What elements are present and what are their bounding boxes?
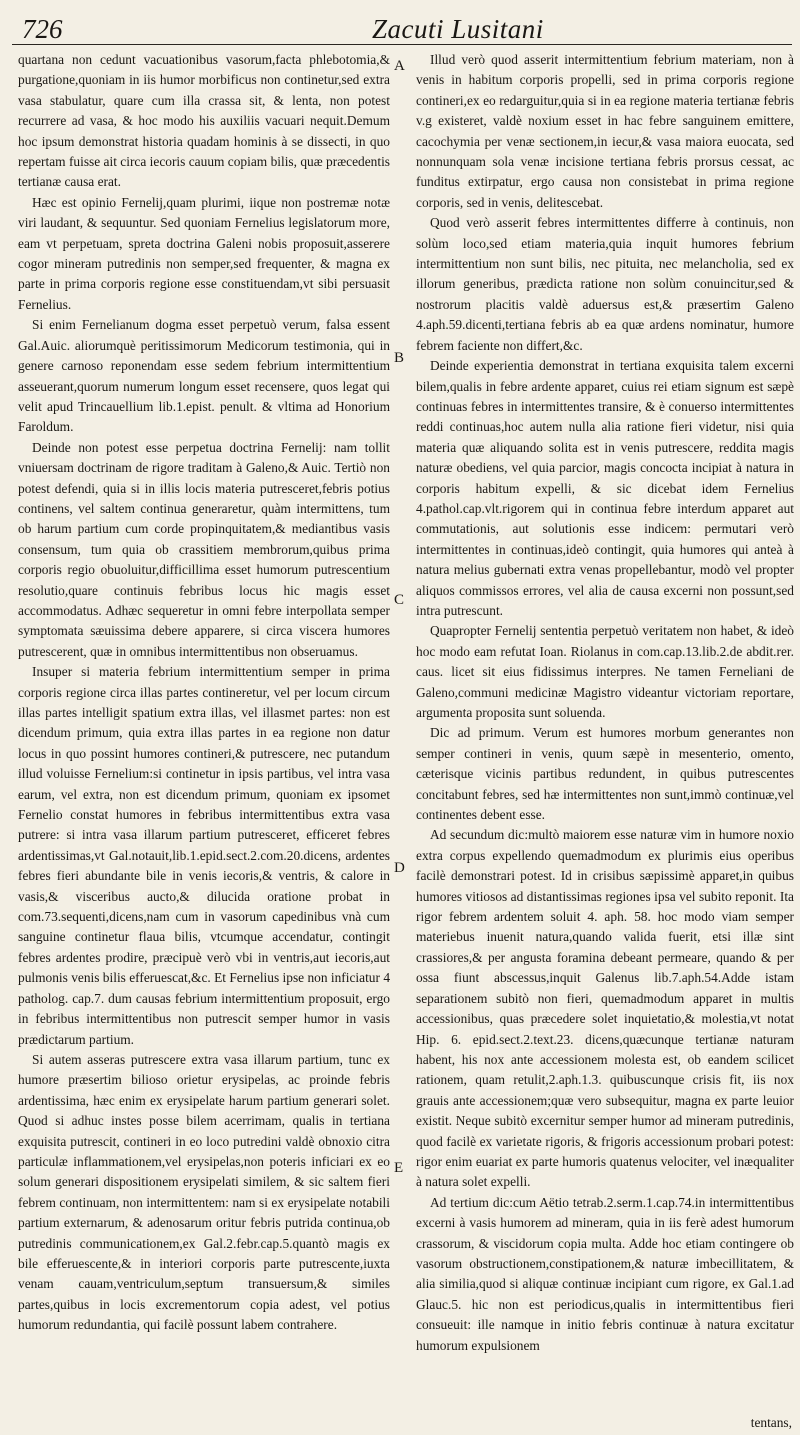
paragraph: Insuper si materia febrium intermittentium semper in prima corporis regione circa illas partes contineretur, vel per locum circum illas partes intelligit spatium extra illas, vel illasmet partes: non est dicendum primum, quia extra illas partes in ea regione non datur locus in quo possint humores contineri,& putrescere, nec putandum illud voluisse Fernelium:si continetur in ipsis partibus, vel intra vasa earum, vel extra, non est dicendum primum, quoniam ex ipsomet Fernelio constat humores in febribus intermittentibus extra vasa putrere: si intra vasa illarum partium putresceret, efficeret febres ardentissimas,vt Gal.notauit,lib.1.epid.sect.2.com.20.dicens, ardentes febres fieri abundante bile in venis iecoris,& ventris, & calore in vasis,& visceribus aucto,& dilucida oratione probat in com.73.sequenti,dicens,nam cum in vasorum capedinibus vnà cum sanguine continetur flaua bilis, vtcumque accendatur, contingit febres ardentes prodire, præcipuè verò vbi in ventris,aut iecoris,aut pulmonis venis bilis efferuescat,&c. Et Fernelius ipse non inficiatur 4 patholog. cap.7. dum causas febrium intermittentium proposuit, ergo in febribus intermittentibus non putrescit semper humor in vasis prædictarum partium. [18,664,390,1047]
paragraph: Ad tertium dic:cum Aëtio tetrab.2.serm.1.cap.74.in intermittentibus excerni à vasis humorem ad mineram, quia in iis ferè adest humorum crassorum, & viscidorum copia multa. Adde hoc etiam contingere ob vasorum obstructionem,constipationem,& naturæ imbecillitatem, & alia similia,quod si aliquæ continuæ incipiant cum rigore, ex Gal.1.ad Glauc.5. hic non est periodicus,qualis in intermittentibus fieri consueuit: ille namque in initio febris continuæ à natura excitatur humorum expulsionem [416,1194,794,1353]
section-marker: D [394,860,405,876]
running-title: Zacuti Lusitani [372,14,544,44]
catchword: tentans, [750,1415,792,1430]
section-marker: C [394,592,405,608]
section-marker: A [394,58,405,74]
header-rule [12,44,792,45]
paragraph: Quapropter Fernelij sententia perpetuò veritatem non habet, & ideò hoc modo eam refutat Ioan. Riolanus in com.cap.13.lib.2.de abdit.rer. caus. licet sit eius fidissimus interpres. Ne tamen Ferneliani de Galeno,communi medicinæ Magistro videantur victoriam reportare, argumenta proposita sunt soluenda. [416,623,794,720]
paragraph: Deinde experientia demonstrat in tertiana exquisita talem excerni bilem,qualis in febre ardente apparet, cuius rei etiam signum est sæpè continuas febres in intermittentes transire, & è conuerso intermittentes reddi continuas,hoc autem nulla alia ratione fieri videtur, nisi quia materia quæ aliquando solita est in venis putrescere, reddita magis naturæ obediens, vel quia parcior, magis concocta incipiat à natura in corporis habitum expelli, & sic dicebat idem Fernelius 4.pathol.cap.vlt.rigorem qui in continua febre interdum apparet aut commutationis, aut solutionis esse indicem: permutari verò intermittentes in continuas,ideò contingit, quia humores qui anteà à natura melius gubernati extra venas propellebantur, modò vel propter aliquos commissos errores, vel alia de causa excerni non possunt,sed intra putrescunt. [416,358,794,618]
paragraph: Quod verò asserit febres intermittentes differre à continuis, non solùm loco,sed etiam materia,quia inquit humores febrium intermittentium non sunt bilis, nec pituita, nec melancholia, sed ex illorum generibus, prædicta ratione non solùm conuincitur,sed & nostrorum placitis valdè aduersus est,& præsertim Galeno 4.aph.59.dicenti,tertiana febris ab ea quæ ardens nominatur, humore febrem faciente non differt,&c. [416,215,794,353]
section-marker: E [394,1160,404,1176]
page-header [12,6,792,46]
paragraph: Deinde non potest esse perpetua doctrina Fernelij: nam tollit vniuersam doctrinam de rigore traditam à Galeno,& Auic. Tertiò non potest defendi, quia si in illis locis materia putresceret,febris potius continens, vel saltem continua generaretur, quàm intermittens, tum ob harum partium cum corde propinquitatem,& mediantibus vasis consensum, tum quia ob crassitiem membrorum,quibus prima corporis regio obuoluitur,difficillima esset humorum putrescentium resolutio,quare continuis febribus locus hic magis esset accommodatus. Adhæc sequeretur in omni febre interpollata semper symptomata sæuissima debere apparere, si circa viscera humores putrescerent, quæ in omnibus intermittentibus non obseruamus. [18,439,390,659]
paragraph: Illud verò quod asserit intermittentium febrium materiam, non à venis in habitum corporis propelli, sed in prima corporis regione contineri,ex eo redarguitur,quia si in ea regione materia tertianæ febris v.g existeret, valdè noxium esset in hac febre sanguinem emittere, cacochymia per venæ sectionem,in iecur,& vasa maiora euocata, sed nonnunquam sola venæ incisione tertiana febris prorsus cessat, ac funditus extirpatur, ergo causa non consistebat in prima regione corporis, sed in venis, delitescebat. [416,52,794,210]
left-column [18,50,390,1427]
section-marker: B [394,350,405,366]
right-column [416,50,794,1427]
paragraph: Si enim Fernelianum dogma esset perpetuò verum, falsa essent Gal.Auic. aliorumquè peritissimorum Medicorum testimonia, qui in genere carnoso reponendam esse sedem febrium intermittentium asseuerant,quorum numerum longum esset recensere, quos legat qui velit apud Trincauellium lib.1.epist. penult. & vltima ad Honorium Faroldum. [18,317,390,435]
paragraph: Dic ad primum. Verum est humores morbum generantes non semper contineri in venis, quum sæpè in mesenterio, omento, cæterisque vicinis partibus redundent, in quibus putrescentes concitabunt febres, sed hæ intermittentes non sunt,immò continuæ,vel continentes debent esse. [416,725,794,823]
paragraph: Hæc est opinio Fernelij,quam plurimi, iique non postremæ notæ viri laudant, & sequuntur. Sed quoniam Fernelius legislatorum more, eam vt perpetuam, spreta doctrina Galeni nobis proposuit,asserere cogor mineram putredinis non semper,sed frequenter, & magna ex parte in prima corporis regione esse constituendam,vt sibi persuasit Fernelius. [18,194,390,312]
page-number: 726 [22,14,63,44]
paragraph: Si autem asseras putrescere extra vasa illarum partium, tunc ex humore præsertim bilioso orietur erysipelas, ac proinde febris ardentissima, hæc enim ex erysipelate harum partium generari solet. Quod si adhuc instes posse bilem acerrimam, qualis in tertiana exquisita putrescit, contineri in eo loco putredini valdè obnoxio citra particulæ inflammationem,vel erysipelas,non poteris inficiari ex eo solum generari dispositionem erysipelati similem, & sic saltem fieri febrem continuam, non intermittentem: nam si ex erysipelate notabili partium externarum, & adenosarum oritur febris putrida continua,ob putredinis communicationem,ex Gal.2.febr.cap.5.quantò magis ex bile efferuescente,& in interiori corporis parte putrescente,iuxta venam cauam,ventriculum,septum transuersum,& similes partes,quibus in locis excrementorum copia adest, vel potius humorum redundantia, qui facilè possunt labem contrahere. [18,1051,390,1333]
paragraph: quartana non cedunt vacuationibus vasorum,facta phlebotomia,& purgatione,quoniam in iis humor morbificus non continetur,sed extra vasa stabulatur, quare cum illa crassa sit, & lenta, non potest recurrere ad vasa, & hoc modo his auxiliis vacuari nequit.Demum hoc ipsum demonstrat historia quadam hominis à se dissecti, in quo repertam fuisse ait circa iecoris cauum copiam bilis, quæ præcedentis tertianæ causa erat. [18,52,390,190]
paragraph: Ad secundum dic:multò maiorem esse naturæ vim in humore noxio extra corpus expellendo quemadmodum ex plurimis eius operibus facilè demonstrari potest. Id in crisibus sæpissimè apparet,in quibus humores vitiosos ad distantissimas regiones ipsa vel subito reponit. Ita rigor febrem ardentem soluit 4. aph. 58. hoc modo viam semper materiebus inuenit natura,quando valida fuerit, etsi illæ sint crassiores,& per angusta foramina debeant permeare, quando & per ossa fiunt abscessus,inquit Galenus lib.7.aph.54.Adde istam separationem subitò non fieri, quemadmodum apparet in multis accessionibus, quas præcedere solet inquietatio,& molestia,vt notat Hip. 6. epid.sect.2.text.23. dicens,quæcunque tertianæ naturam habent, his nox ante accessionem molesta est, ob eandem scilicet rationem, quam retulit,2.aph.1.3. quibuscunque crisis fit, iis nox grauis ante accessionem;quæ vero subsequitur, magna ex parte leuior existit. Neque subitò excernitur semper humor ad mineram putredinis, quod facilè ex varietate rigoris, & frigoris accessionum probari potest: rigor enim euariat ex parte humoris quatenus velociter, vel inæqualiter à natura solet expelli. [416,827,794,1190]
text-columns [18,50,796,1427]
